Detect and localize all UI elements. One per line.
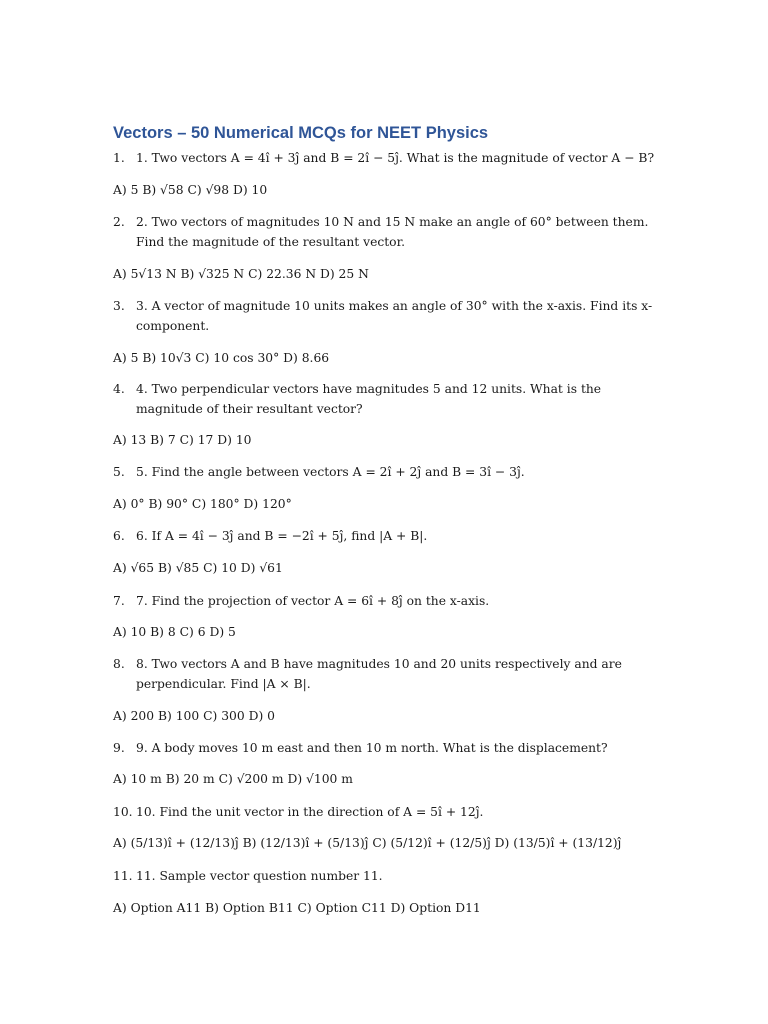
question-number: 9. xyxy=(113,741,125,755)
question-9 xyxy=(113,738,661,758)
question-number: 8. xyxy=(113,657,125,671)
question-5 xyxy=(113,462,661,482)
question-7-options: A) 10 B) 8 C) 6 D) 5 xyxy=(113,625,236,639)
question-2-options: A) 5√13 N B) √325 N C) 22.36 N D) 25 N xyxy=(113,267,369,281)
question-text: 3. A vector of magnitude 10 units makes an angle of 30° with the x-axis. Find its x-component. xyxy=(136,299,653,333)
question-4-options: A) 13 B) 7 C) 17 D) 10 xyxy=(113,433,252,447)
question-text: 10. Find the unit vector in the direction of A = 5î + 12ĵ. xyxy=(136,805,484,819)
question-text: 5. Find the angle between vectors A = 2î + 2ĵ and B = 3î − 3ĵ. xyxy=(136,465,525,479)
question-11-options: A) Option A11 B) Option B11 C) Option C11 D) Option D11 xyxy=(113,901,481,915)
question-text: 9. A body moves 10 m east and then 10 m north. What is the displacement? xyxy=(136,741,608,755)
question-number: 11. xyxy=(113,869,133,883)
question-8-options: A) 200 B) 100 C) 300 D) 0 xyxy=(113,709,275,723)
question-2 xyxy=(113,212,661,252)
question-text: 6. If A = 4î − 3ĵ and B = −2î + 5ĵ, find |A + B|. xyxy=(136,529,428,543)
question-number: 10. xyxy=(113,805,133,819)
question-8 xyxy=(113,654,661,694)
question-1 xyxy=(113,148,661,168)
question-number: 7. xyxy=(113,594,125,608)
question-3-options: A) 5 B) 10√3 C) 10 cos 30° D) 8.66 xyxy=(113,351,330,365)
question-number: 4. xyxy=(113,382,125,396)
document-title: Vectors – 50 Numerical MCQs for NEET Physics xyxy=(113,124,489,142)
question-7 xyxy=(113,591,661,611)
question-text: 2. Two vectors of magnitudes 10 N and 15 N make an angle of 60° between them. Find the magnitude of the resultant vector. xyxy=(136,215,649,249)
question-6-options: A) √65 B) √85 C) 10 D) √61 xyxy=(113,561,283,575)
question-3 xyxy=(113,296,661,336)
question-6 xyxy=(113,526,661,546)
question-number: 2. xyxy=(113,215,125,229)
question-number: 1. xyxy=(113,151,125,165)
question-text: 4. Two perpendicular vectors have magnitudes 5 and 12 units. What is the magnitude of their resultant vector? xyxy=(136,382,602,416)
question-5-options: A) 0° B) 90° C) 180° D) 120° xyxy=(113,497,292,511)
question-text: 7. Find the projection of vector A = 6î + 8ĵ on the x-axis. xyxy=(136,594,490,608)
question-number: 6. xyxy=(113,529,125,543)
question-number: 3. xyxy=(113,299,125,313)
question-10-options: A) (5/13)î + (12/13)ĵ B) (12/13)î + (5/13)ĵ C) (5/12)î + (12/5)ĵ D) (13/5)î + (13/12)ĵ xyxy=(113,836,622,850)
question-text: 1. Two vectors A = 4î + 3ĵ and B = 2î − 5ĵ. What is the magnitude of vector A − B? xyxy=(136,151,655,165)
question-1-options: A) 5 B) √58 C) √98 D) 10 xyxy=(113,183,268,197)
question-text: 11. Sample vector question number 11. xyxy=(136,869,383,883)
question-11 xyxy=(113,866,661,886)
question-10 xyxy=(113,802,661,822)
question-4 xyxy=(113,379,661,419)
question-9-options: A) 10 m B) 20 m C) √200 m D) √100 m xyxy=(113,772,353,786)
question-number: 5. xyxy=(113,465,125,479)
question-text: 8. Two vectors A and B have magnitudes 10 and 20 units respectively and are perpendicular. Find |A × B|. xyxy=(136,657,622,691)
